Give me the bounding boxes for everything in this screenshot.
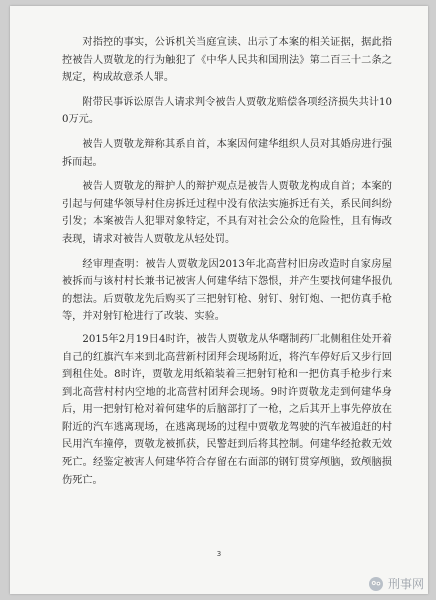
page-number: 3 [216, 550, 222, 558]
document-page [10, 6, 428, 594]
paragraph-incident: 2015年2月19日4时许，被告人贾敬龙从华曙制药厂北侧租住处开着自己的红旗汽车来到北高营新村团拜会现场附近，将汽车停好后又步行回到租住处。8时许，贾敬龙用纸箱装着三把射钉枪和一把仿真手枪步行来到北高营村村内空地的北高营村团拜会现场。9时许贾敬龙走到何建华身后，用一把射钉枪对着何建华的后脑部打了一枪，之后其开上事先停放在附近的汽车逃离现场，在逃离现场的过程中贾敬龙驾驶的汽车被追赶的村民用汽车撞停，贾敬龙被抓获，民警赶到后将其控制。何建华经抢救无效死亡。经鉴定被害人何建华符合存留在右面部的钢钉贯穿颅脑，致颅脑损伤死亡。 [62, 333, 392, 486]
document-body [62, 34, 392, 494]
paragraph-civil-claim: 附带民事诉讼原告人请求判令被告人贾敬龙赔偿各项经济损失共计100万元。 [62, 96, 392, 126]
paragraph-indictment: 对指控的事实，公诉机关当庭宣读、出示了本案的相关证据，据此指控被告人贾敬龙的行为触犯了《中华人民共和国刑法》第二百三十二条之规定，构成故意杀人罪。 [62, 37, 392, 84]
paragraph-defendant-statement: 被告人贾敬龙辩称其系自首，本案因何建华组织人员对其婚房进行强拆而起。 [62, 138, 392, 168]
watermark [368, 575, 424, 592]
watermark-logo-icon [368, 576, 384, 592]
paragraph-findings: 经审理查明：被告人贾敬龙因2013年北高营村旧房改造时自家房屋被拆而与该村村长兼书记被害人何建华结下怨恨，并产生要找何建华报仇的想法。后贾敬龙先后购买了三把射钉枪、射钉、射钉炮、一把仿真手枪等，并对射钉枪进行了改装、实验。 [62, 258, 392, 323]
paragraph-defense-opinion: 被告人贾敬龙的辩护人的辩护观点是被告人贾敬龙构成自首；本案的引起与何建华领导村住房拆迁过程中没有依法实施拆迁有关，系民间纠纷引发；本案被告人犯罪对象特定，不具有对社会公众的危险性，且有悔改表现，请求对被告人贾敬龙从轻处罚。 [62, 181, 392, 245]
watermark-text: 刑事网 [387, 577, 424, 591]
